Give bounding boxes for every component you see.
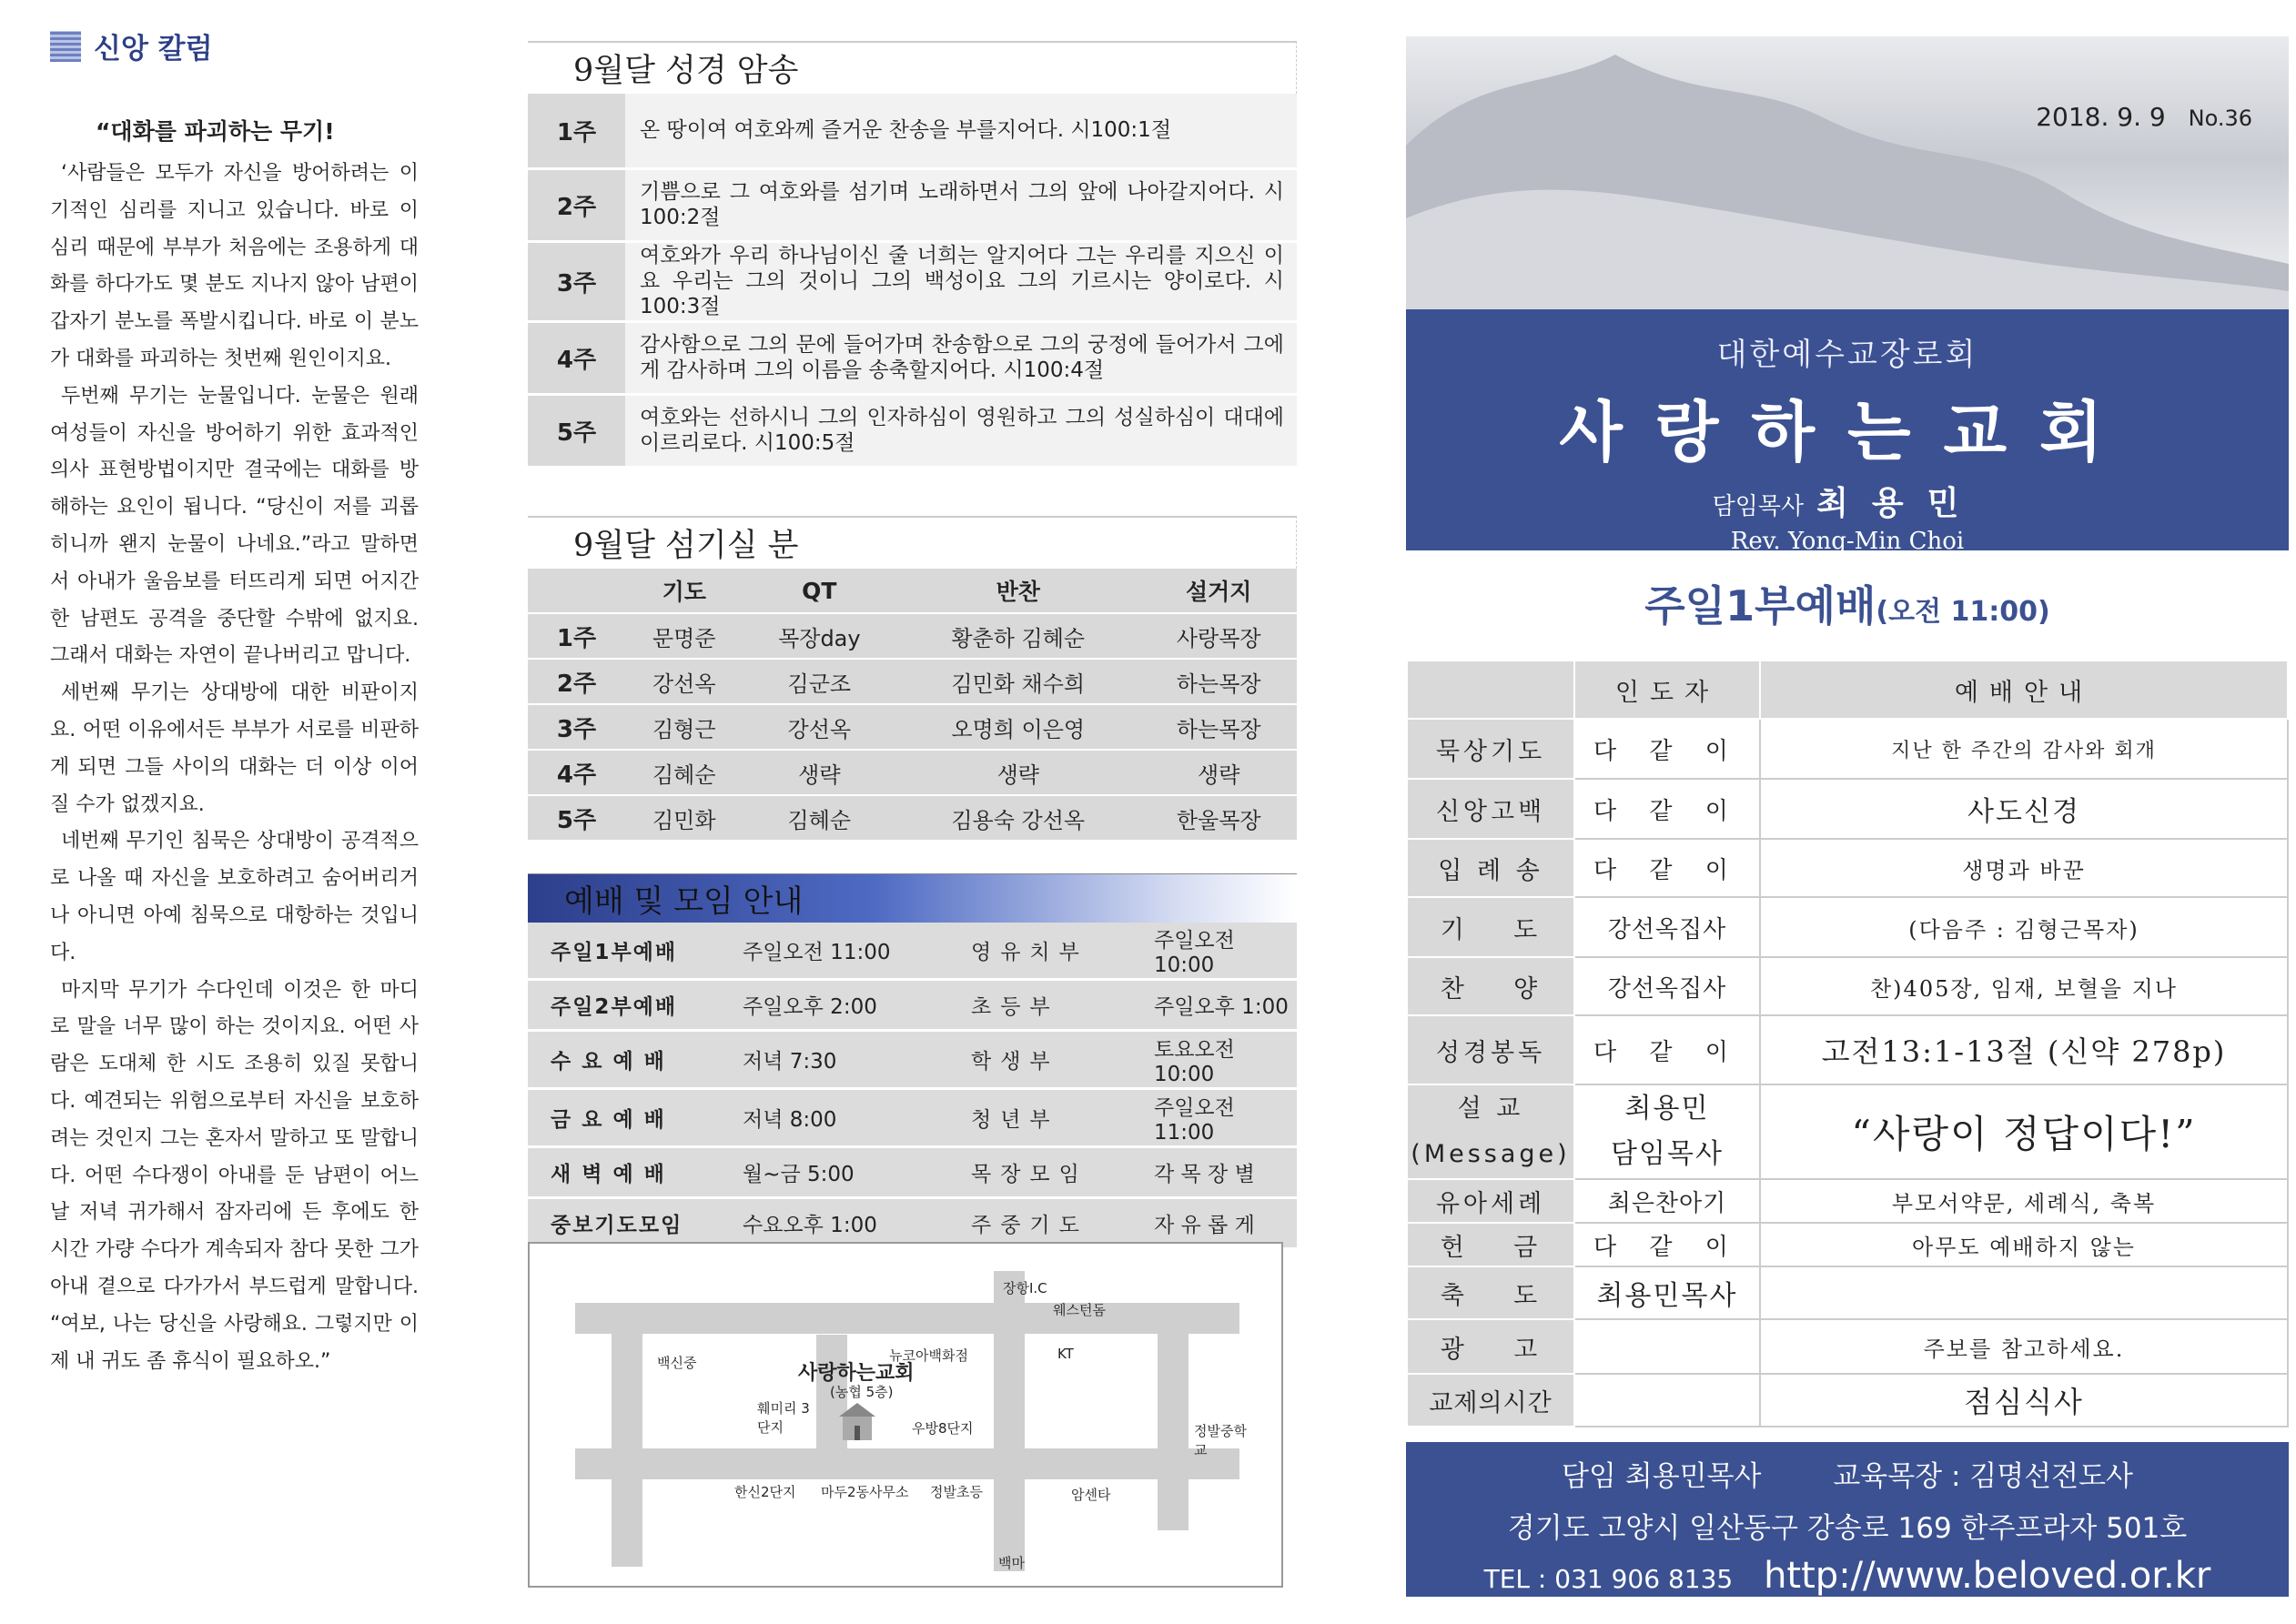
map-road bbox=[612, 1303, 642, 1567]
table-header-row: 기도 QT 반찬 설거지 bbox=[528, 569, 1297, 613]
map-label: 웨스턴돔 bbox=[1053, 1302, 1106, 1318]
table-row: 3주 여호와가 우리 하나님이신 줄 너희는 알지어다 그는 우리를 지으신 이요 우리는 그의 것이니 그의 백성이요 그의 기르시는 양이로다. 시100:3절 bbox=[528, 241, 1297, 321]
mountain-illustration bbox=[1406, 36, 2289, 309]
map-label: 정발중학교 bbox=[1194, 1423, 1247, 1458]
column-paragraph: 네번째 무기인 침묵은 상대방이 공격적으로 나올 때 자신을 보호하려고 숨어버리거나 아니면 아예 침묵으로 대항하는 것입니다. bbox=[50, 830, 419, 964]
table-row: 5주 여호와는 선하시니 그의 인자하심이 영원하고 그의 성실하심이 대대에 이르리로다. 시100:5절 bbox=[528, 394, 1297, 467]
column-heading: “대화를 파괴하는 무기! bbox=[96, 118, 335, 145]
location-map bbox=[528, 1242, 1283, 1588]
map-label: 뉴코아백화점 bbox=[889, 1347, 968, 1364]
map-label: 백마 bbox=[998, 1555, 1025, 1571]
table-row: 입 례 송 다 같 이 생명과 바꾼 bbox=[1407, 839, 2288, 897]
church-title-box bbox=[1406, 309, 2289, 555]
duty-section bbox=[528, 516, 1297, 842]
verse-section-title: 9월달 성경 암송 bbox=[528, 41, 1297, 94]
column-title: 신앙 칼럼 bbox=[50, 25, 419, 66]
table-row: 설 교 (Message) 최용민 담임목사 “사랑이 정답이다!” bbox=[1407, 1084, 2288, 1179]
website-link[interactable]: http://www.beloved.or.kr bbox=[1764, 1555, 2211, 1597]
table-row: 묵상기도 다 같 이 지난 한 주간의 감사와 회개 bbox=[1407, 719, 2288, 779]
map-label: (농협 5층) bbox=[830, 1384, 894, 1400]
map-label: 우방8단지 bbox=[912, 1420, 974, 1437]
date-issue: 2018. 9. 9 No.36 bbox=[2036, 102, 2252, 132]
map-label: KT bbox=[1057, 1346, 1074, 1362]
table-row: 주일2부예배 주일오후 2:00 초등부 주일오후 1:00 bbox=[528, 980, 1297, 1031]
footer-staff: 담임 최용민목사 교육목장 : 김명선전도사 bbox=[1562, 1460, 2133, 1493]
column-paragraph: 세번째 무기는 상대방에 대한 비판이지요. 어떤 이유에서든 부부가 서로를 비판하게 되면 그들 사이의 대화는 더 이상 이어질 수가 없겠지요. bbox=[50, 681, 419, 816]
table-row: 새 벽 예 배 월~금 5:00 목장모임 각 목 장 별 bbox=[528, 1147, 1297, 1198]
map-label: 암센타 bbox=[1071, 1487, 1111, 1503]
map-label: 마두2동사무소 bbox=[821, 1484, 909, 1500]
map-label: 백신중 bbox=[657, 1355, 697, 1371]
column-body bbox=[50, 156, 419, 1380]
table-row: 축 도 최용민목사 bbox=[1407, 1266, 2288, 1319]
pastor-line: 담임목사 최용민 bbox=[1712, 485, 1983, 522]
table-row: 5주 김민화 김혜순 김용숙 강선옥 한울목장 bbox=[528, 795, 1297, 841]
table-row: 유아세례 최은찬아기 부모서약문, 세례식, 축복 bbox=[1407, 1179, 2288, 1223]
map-label: 정발초등 bbox=[930, 1484, 983, 1500]
table-row: 찬 양 강선옥집사 찬)405장, 임재, 보혈을 지나 bbox=[1407, 957, 2288, 1015]
duty-table bbox=[528, 569, 1297, 842]
table-row: 2주 기쁨으로 그 여호와를 섬기며 노래하면서 그의 앞에 나아갈지어다. 시100:2절 bbox=[528, 168, 1297, 241]
column-paragraph: ‘사람들은 모두가 자신을 방어하려는 이기적인 심리를 지니고 있습니다. 바로 이 심리 때문에 부부가 처음에는 조용하게 대화를 하다가도 몇 분도 지나지 않아 남편이 갑자기 분노를 폭발시킵니다. 바로 이 분노가 대화를 파괴하는 첫번째 원인이지요. bbox=[50, 162, 419, 370]
footer bbox=[1406, 1442, 2289, 1597]
guide-section-title: 예배 및 모임 안내 bbox=[528, 873, 1297, 923]
faith-column bbox=[50, 25, 419, 1380]
map-church-label: 사랑하는교회 bbox=[798, 1362, 915, 1385]
map-road bbox=[1158, 1303, 1188, 1530]
map-road bbox=[994, 1271, 1025, 1571]
table-row: 1주 문명준 목장day 황춘하 김혜순 사랑목장 bbox=[528, 613, 1297, 659]
table-row: 성경봉독 다 같 이 고전13:1-13절 (신약 278p) bbox=[1407, 1015, 2288, 1084]
table-header-row: 인도자 예배안내 bbox=[1407, 661, 2288, 719]
duty-section-title: 9월달 섬기실 분 bbox=[528, 516, 1297, 569]
table-row: 주일1부예배 주일오전 11:00 영유치부 주일오전 10:00 bbox=[528, 923, 1297, 980]
column-paragraph: 마지막 무기가 수다인데 이것은 한 마디로 말을 너무 많이 하는 것이지요. 어떤 사람은 도대체 한 시도 조용히 있질 못합니다. 예견되는 위험으로부터 자신을 보호하려는 것인지 그는 혼자서 말하고 또 말합니다. 어떤 수다쟁이 아내를 둔 남편이 어느 날 저녁 귀가해서 잠자리에 든 후에도 한 시간 가량 수다가 계속되자 참다 못한 그가 아내 곁으로 다가가서 부드럽게 말합니다. “여보, 나는 당신을 사랑해요. 그렇지만 이제 내 귀도 좀 휴식이 필요하오.” bbox=[50, 978, 419, 1373]
square-bullet-icon bbox=[50, 31, 81, 62]
footer-contact: TEL : 031 906 8135 http://www.beloved.or.kr bbox=[1483, 1555, 2211, 1597]
table-row: 금 요 예 배 저녁 8:00 청년부 주일오전 11:00 bbox=[528, 1089, 1297, 1147]
service-title: 주일1부예배(오전 11:00) bbox=[1644, 581, 2050, 630]
column-paragraph: 두번째 무기는 눈물입니다. 눈물은 원래 여성들이 자신을 방어하기 위한 효과적인 의사 표현방법이지만 결국에는 대화를 방해하는 요인이 됩니다. “당신이 저를 괴롭히니까 왠지 눈물이 나네요.”라고 말하면서 아내가 울음보를 터뜨리게 되면 어지간한 남편도 공격을 중단할 수밖에 없지요. 그래서 대화는 자연이 끝나버리고 맙니다. bbox=[50, 384, 419, 668]
table-row: 4주 김혜순 생략 생략 생략 bbox=[528, 750, 1297, 795]
church-building-icon bbox=[830, 1398, 885, 1444]
table-row: 교제의시간 점심식사 bbox=[1407, 1374, 2288, 1427]
guide-table bbox=[528, 923, 1297, 1250]
table-row: 3주 김형근 강선옥 오명희 이은영 하는목장 bbox=[528, 704, 1297, 750]
footer-address: 경기도 고양시 일산동구 강송로 169 한주프라자 501호 bbox=[1507, 1512, 2188, 1545]
table-row: 헌 금 다 같 이 아무도 예배하지 않는 bbox=[1407, 1223, 2288, 1266]
table-row: 수 요 예 배 저녁 7:30 학생부 토요오전 10:00 bbox=[528, 1031, 1297, 1089]
map-label: 훼미리 3단지 bbox=[757, 1400, 810, 1436]
map-road bbox=[575, 1448, 1239, 1479]
hero-banner bbox=[1406, 36, 2289, 309]
table-row: 기 도 강선옥집사 (다음주 : 김형근목자) bbox=[1407, 897, 2288, 957]
map-label: 장항I.C bbox=[1003, 1280, 1047, 1296]
denomination: 대한예수교장로회 bbox=[1716, 337, 1978, 373]
guide-section bbox=[528, 873, 1297, 1250]
table-row: 신앙고백 다 같 이 사도신경 bbox=[1407, 779, 2288, 839]
table-row: 2주 강선옥 김군조 김민화 채수희 하는목장 bbox=[528, 659, 1297, 704]
church-name: 사랑하는교회 bbox=[1559, 394, 2136, 470]
service-order-table bbox=[1406, 660, 2289, 1427]
table-row: 4주 감사함으로 그의 문에 들어가며 찬송함으로 그의 궁정에 들어가서 그에게 감사하며 그의 이름을 송축할지어다. 시100:4절 bbox=[528, 321, 1297, 394]
table-row: 1주 온 땅이여 여호와께 즐거운 찬송을 부를지어다. 시100:1절 bbox=[528, 94, 1297, 168]
map-road bbox=[575, 1303, 1239, 1334]
pastor-english-name: Rev. Yong-Min Choi bbox=[1730, 528, 1965, 555]
verse-section bbox=[528, 41, 1297, 469]
table-row: 광 고 주보를 참고하세요. bbox=[1407, 1319, 2288, 1374]
map-label: 한신2단지 bbox=[734, 1484, 796, 1500]
table-row: 중보기도모임 수요오후 1:00 주중기도 자 유 롭 게 bbox=[528, 1198, 1297, 1249]
verse-table bbox=[528, 94, 1297, 469]
